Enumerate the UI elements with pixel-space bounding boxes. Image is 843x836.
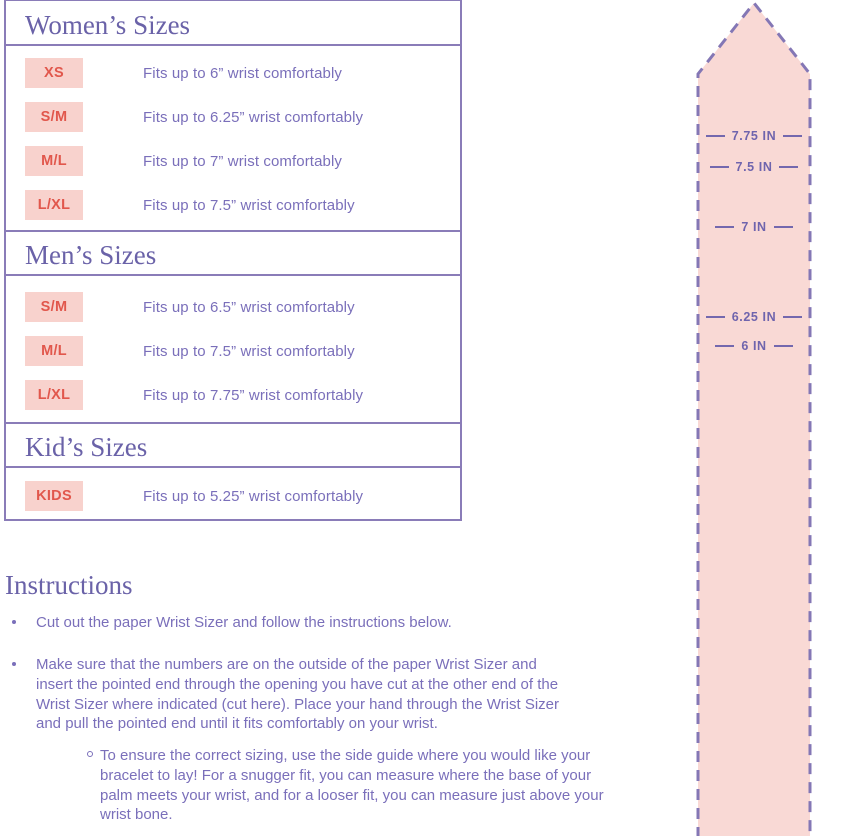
table-row	[6, 285, 460, 329]
size-badge: KIDS	[25, 481, 83, 511]
kids-sizes-body	[6, 468, 460, 519]
measure-mark	[698, 219, 810, 235]
measure-label: 6 IN	[741, 339, 767, 353]
measure-dash-icon	[783, 316, 802, 318]
size-badge: L/XL	[25, 190, 83, 220]
measure-label: 7 IN	[741, 220, 767, 234]
measure-mark	[698, 128, 810, 144]
size-badge: S/M	[25, 102, 83, 132]
measure-dash-icon	[774, 345, 793, 347]
size-description: Fits up to 7.5” wrist comfortably	[143, 196, 355, 214]
measure-label: 6.25 IN	[731, 310, 777, 324]
measure-dash-icon	[715, 226, 734, 228]
mens-sizes-body	[6, 276, 460, 422]
measure-dash-icon	[779, 166, 798, 168]
measure-dash-icon	[774, 226, 793, 228]
measure-label: 7.5 IN	[735, 160, 773, 174]
table-row	[6, 139, 460, 183]
size-badge: XS	[25, 58, 83, 88]
table-row	[6, 183, 460, 227]
measure-dash-icon	[710, 166, 729, 168]
instruction-bullet: Cut out the paper Wrist Sizer and follow the instructions below.	[36, 614, 452, 631]
size-description: Fits up to 6.25” wrist comfortably	[143, 108, 364, 126]
size-badge: M/L	[25, 336, 83, 366]
measure-dash-icon	[706, 316, 725, 318]
size-badge: S/M	[25, 292, 83, 322]
instruction-bullet: Make sure that the numbers are on the outside of the paper Wrist Sizer and insert the pointed end through the opening you have cut at the other end of the Wrist Sizer where indicated (cut here). Place your hand through the Wrist Sizer and pull the pointed end until it fits comfortably on your wrist.	[36, 656, 560, 733]
instruction-sub-bullet: To ensure the correct sizing, use the side guide where you would like your bracelet to lay! For a snugger fit, you can measure where the base of your palm meets your wrist, and for a looser fit, you can measure just above your wrist bone.	[100, 747, 604, 824]
bullet-dot-icon	[12, 662, 16, 666]
table-row	[6, 474, 460, 518]
measure-mark	[698, 159, 810, 175]
size-table	[4, 0, 462, 521]
table-row	[6, 95, 460, 139]
size-description: Fits up to 6.5” wrist comfortably	[143, 298, 355, 316]
womens-sizes-body	[6, 46, 460, 230]
bullet-dot-icon	[12, 620, 16, 624]
sub-bullet-circle-icon	[87, 751, 93, 757]
mens-sizes-header: Men’s Sizes	[6, 230, 460, 276]
size-description: Fits up to 5.25” wrist comfortably	[143, 487, 364, 505]
size-description: Fits up to 7” wrist comfortably	[143, 152, 342, 170]
measure-mark	[698, 338, 810, 354]
instructions-title: Instructions	[5, 570, 133, 600]
womens-sizes-header: Women’s Sizes	[6, 1, 460, 46]
table-row	[6, 329, 460, 373]
size-badge: M/L	[25, 146, 83, 176]
measure-mark	[698, 309, 810, 325]
table-row	[6, 51, 460, 95]
measure-dash-icon	[706, 135, 725, 137]
size-description: Fits up to 7.75” wrist comfortably	[143, 386, 364, 404]
size-description: Fits up to 7.5” wrist comfortably	[143, 342, 355, 360]
table-row	[6, 373, 460, 417]
measure-label: 7.75 IN	[731, 129, 777, 143]
size-badge: L/XL	[25, 380, 83, 410]
wrist-sizer-strip	[690, 0, 820, 836]
size-description: Fits up to 6” wrist comfortably	[143, 64, 342, 82]
kids-sizes-header: Kid’s Sizes	[6, 422, 460, 468]
measure-dash-icon	[715, 345, 734, 347]
measure-dash-icon	[783, 135, 802, 137]
